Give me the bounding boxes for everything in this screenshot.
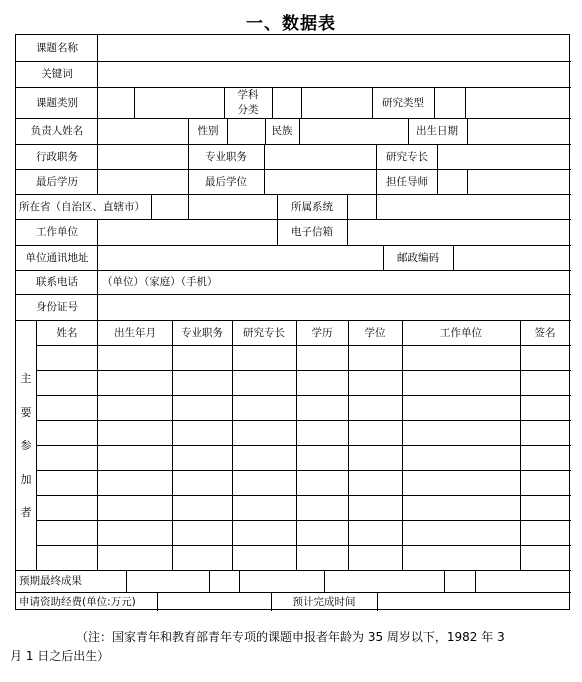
members-side-label [16, 370, 36, 520]
label-leader-name: 负责人姓名 [30, 125, 84, 137]
label-prof-post: 专业职务 [205, 151, 247, 163]
side-char: 加 [20, 472, 32, 486]
label-id-number: 身份证号 [36, 301, 78, 313]
label-completion-time: 预计完成时间 [292, 596, 356, 608]
label-gender: 性别 [197, 125, 219, 137]
label-province: 所在省（自治区、直辖市） [19, 201, 145, 213]
side-char: 主 [20, 372, 32, 385]
label-supervisor: 担任导师 [386, 176, 428, 188]
label-birth-date: 出生日期 [416, 125, 458, 137]
label-admin-post: 行政职务 [36, 151, 78, 163]
footnote-line2: 月 1 日之后出生） [10, 649, 110, 663]
page-title: 一、数据表 [246, 14, 336, 34]
footnote [10, 628, 560, 666]
label-system: 所属系统 [291, 201, 333, 213]
member-col-degree: 学位 [364, 327, 386, 339]
side-char: 要 [20, 405, 32, 419]
member-col-work-unit: 工作单位 [440, 327, 482, 339]
label-keywords: 关键词 [41, 68, 73, 80]
member-col-prof-post: 专业职务 [181, 327, 223, 339]
label-phone: 联系电话 [36, 276, 78, 288]
label-expected-result: 预期最终成果 [19, 575, 82, 587]
side-char: 者 [20, 506, 32, 519]
label-research-specialty: 研究专长 [386, 151, 428, 163]
label-ethnicity: 民族 [271, 125, 293, 137]
label-funding: 申请资助经费(单位:万元) [19, 596, 136, 608]
side-char: 参 [20, 439, 32, 452]
label-topic-category: 课题类别 [36, 97, 78, 109]
label-work-unit: 工作单位 [36, 226, 78, 238]
label-last-degree: 最后学位 [205, 176, 247, 188]
data-table [15, 34, 570, 610]
footnote-line1: （注：国家青年和教育部青年专项的课题申报者年龄为 35 周岁以下，1982 年 3 [76, 630, 505, 644]
label-topic-name: 课题名称 [36, 42, 78, 54]
label-postcode: 邮政编码 [397, 252, 439, 264]
label-discipline-line2: 分类 [237, 104, 259, 116]
label-last-education: 最后学历 [36, 176, 78, 188]
label-discipline-line1: 学科 [237, 89, 259, 101]
member-col-name: 姓名 [56, 327, 78, 339]
label-phone-types: （单位）（家庭）（手机） [102, 276, 218, 288]
label-email: 电子信箱 [291, 226, 333, 238]
member-col-signature: 签名 [534, 327, 556, 339]
member-col-specialty: 研究专长 [243, 327, 285, 339]
table-grid-lines [16, 35, 571, 611]
member-col-birth: 出生年月 [114, 327, 156, 339]
member-col-education: 学历 [311, 327, 333, 339]
label-address: 单位通讯地址 [25, 252, 89, 264]
label-research-type: 研究类型 [382, 97, 424, 109]
